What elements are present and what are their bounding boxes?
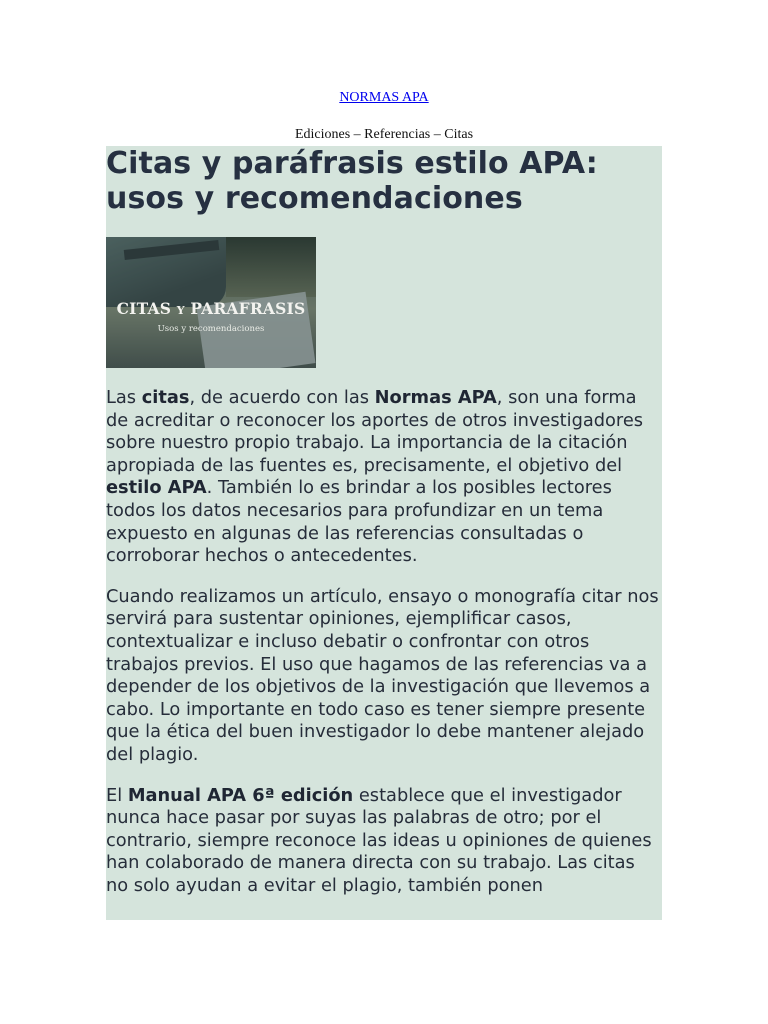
section-nav: Ediciones – Referencias – Citas (294, 127, 474, 142)
hero-subtitle: Usos y recomendaciones (157, 324, 265, 334)
article-content (106, 146, 662, 920)
hero-title-parafrasis: PARAFRASIS (190, 299, 306, 318)
normas-apa-link[interactable]: NORMAS APA (339, 90, 429, 105)
p1-text-4: . También lo es brindar a los posibles lectores todos los datos necesarios para profundizar en un tema expuesto en algunas de las referencias consultadas o corroborar hechos o antecedentes. (106, 477, 612, 567)
hero-title-citas: CITAS (116, 299, 172, 318)
p3-text-2: establece que el investigador nunca hace pasar por suyas las palabras de otro; por el contrario, siempre reconoce las ideas u opiniones de quienes han colaborado de manera directa con su trabajo. Las citas no solo ayudan a evitar el plagio, también ponen (106, 784, 652, 896)
p1-bold-citas: citas (141, 387, 190, 408)
paragraph-3 (106, 785, 662, 898)
p1-bold-normas-apa: Normas APA (374, 387, 497, 408)
p1-text-1: Las (106, 387, 142, 408)
paragraph-2: Cuando realizamos un artículo, ensayo o monografía citar nos servirá para sustentar opiniones, ejemplificar casos, contextualizar e incluso debatir o confrontar con otros trabajos previos. El uso que hagamos de las referencias va a depender de los objetivos de la investigación que llevemos a cabo. Lo importante en todo caso es tener siempre presente que la ética del buen investigador lo debe mantener alejado del plagio. (106, 585, 659, 765)
paragraph-1 (106, 387, 662, 568)
p3-bold-manual-apa: Manual APA 6ª edición (127, 784, 354, 806)
hero-title (106, 299, 316, 318)
article-title: Citas y paráfrasis estilo APA: usos y recomendaciones (106, 146, 598, 216)
p1-text-3: , son una forma de acreditar o reconocer los aportes de otros investigadores sobre nuestro propio trabajo. La importancia de la citación apropiada de las fuentes es, precisamente, el objetivo del (106, 387, 644, 476)
article-hero-image (106, 237, 316, 368)
header-link-container (0, 90, 768, 106)
p1-text-2: , de acuerdo con las (189, 387, 375, 408)
p3-text-1: El (106, 784, 128, 806)
hero-title-y: Y (176, 304, 185, 317)
p1-bold-estilo-apa: estilo APA (106, 477, 207, 499)
